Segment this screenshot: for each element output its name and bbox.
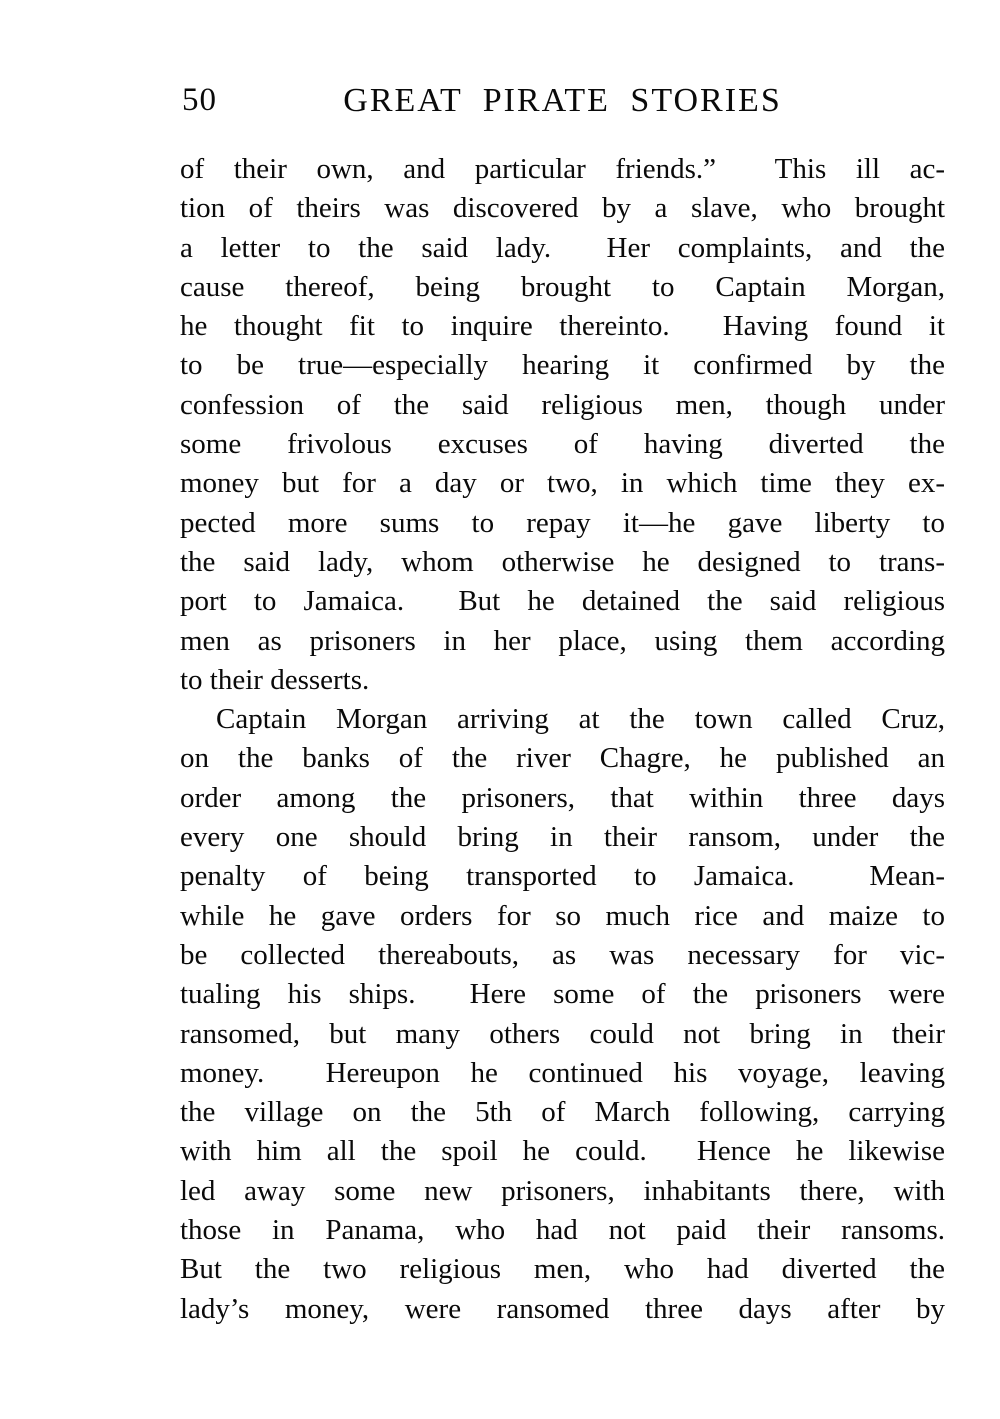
text-line: port to Jamaica. But he detained the said religious (180, 585, 945, 618)
text-line: to be true—especially hearing it confirmed by the (180, 349, 945, 382)
text-line: of their own, and particular friends.” This ill ac- (180, 153, 945, 185)
page-body (180, 150, 945, 1329)
text-line: money but for a day or two, in which time they ex- (180, 467, 945, 500)
text-line: penalty of being transported to Jamaica. Mean- (180, 860, 945, 893)
text-line: But the two religious men, who had diverted the (180, 1253, 945, 1286)
text-line: a letter to the said lady. Her complaints, and the (180, 231, 945, 264)
text-line: on the banks of the river Chagre, he published an (180, 742, 945, 775)
text-line: led away some new prisoners, inhabitants there, with (180, 1174, 945, 1207)
text-line: tion of theirs was discovered by a slave, who brought (180, 192, 945, 225)
text-line: while he gave orders for so much rice and maize to (180, 899, 945, 932)
text-line: ransomed, but many others could not bring in their (180, 1017, 945, 1050)
page-number: 50 (182, 82, 217, 118)
text-line: to their desserts. (180, 663, 370, 696)
text-line: money. Hereupon he continued his voyage, leaving (180, 1056, 945, 1089)
text-line: lady’s money, were ransomed three days after by (180, 1292, 945, 1325)
text-line: order among the prisoners, that within three days (180, 781, 945, 814)
text-line: be collected thereabouts, as was necessary for vic- (180, 938, 945, 971)
text-line: tualing his ships. Here some of the prisoners were (180, 978, 945, 1011)
text-line: some frivolous excuses of having diverted the (180, 428, 945, 461)
text-line: those in Panama, who had not paid their ransoms. (180, 1214, 945, 1247)
text-line: men as prisoners in her place, using them according (180, 624, 945, 657)
text-line: cause thereof, being brought to Captain Morgan, (180, 270, 945, 303)
running-header (180, 82, 945, 126)
text-line: Captain Morgan arriving at the town called Cruz, (216, 703, 945, 736)
text-line: the village on the 5th of March following, carrying (180, 1096, 945, 1129)
text-line: with him all the spoil he could. Hence he likewise (180, 1135, 945, 1168)
text-line: every one should bring in their ransom, under the (180, 821, 945, 854)
running-title: GREAT PIRATE STORIES (343, 82, 782, 119)
text-line: confession of the said religious men, though under (180, 388, 945, 421)
text-line: he thought fit to inquire thereinto. Having found it (180, 310, 945, 343)
text-line: the said lady, whom otherwise he designed to trans- (180, 545, 945, 578)
text-line: pected more sums to repay it—he gave liberty to (180, 506, 945, 539)
